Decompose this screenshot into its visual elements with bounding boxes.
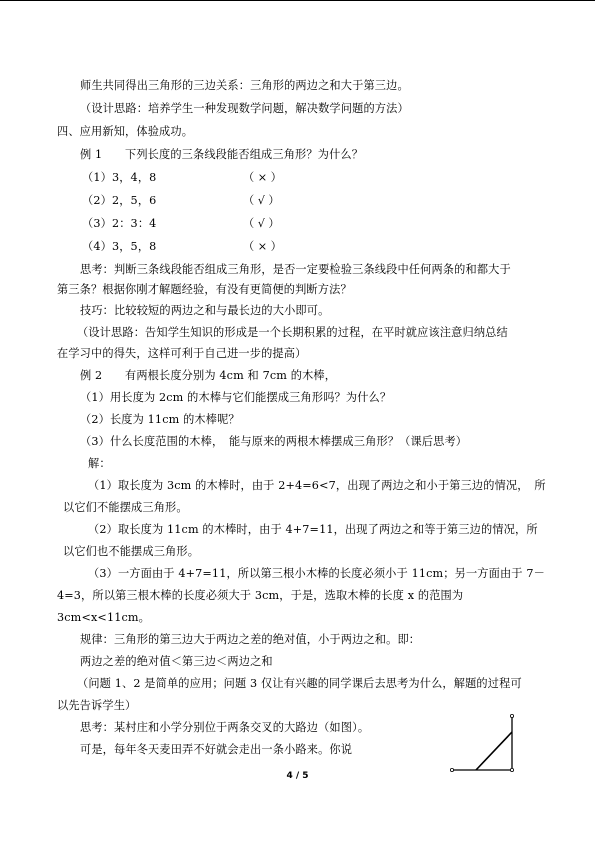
question-line: （2）长度为 11cm 的木棒呢？ (80, 413, 240, 426)
list-item: （1）3，4，8 (82, 171, 157, 184)
paragraph-line: 技巧：比较较短的两边之和与最长边的大小即可。 (80, 304, 330, 317)
header-rule (0, 0, 595, 1)
page-number: 4 / 5 (286, 771, 309, 781)
rule-formula: 两边之差的绝对值＜第三边＜两边之和 (80, 655, 273, 668)
answer-mark: （ √ ） (243, 194, 280, 207)
section-heading: 四、应用新知，体验成功。 (57, 125, 194, 138)
answer-mark: （ × ） (243, 240, 282, 253)
answer-mark: （ × ） (243, 171, 282, 184)
rule-line: 规律：三角形的第三边大于两边之差的绝对值，小于两边之和。即： (80, 633, 421, 646)
paragraph-line: 师生共同得出三角形的三边关系：三角形的两边之和大于第三边。 (80, 79, 409, 92)
road-end-point (510, 714, 513, 717)
paragraph-line: 可是，每年冬天麦田弄不好就会走出一条小路来。你说 (80, 743, 353, 756)
paragraph-line: （问题 1、2 是简单的应用；问题 3 仅让有兴趣的同学课后去思考为什么，解题的过程可 (77, 677, 522, 690)
solution-line: 4=3，所以第三根木棒的长度必须大于 3cm，于是，选取木棒的长度 x 的范围为 (57, 589, 464, 602)
question-line: （3）什么长度范围的木棒， 能与原来的两根木棒摆成三角形？（课后思考） (80, 435, 468, 448)
solution-line: 以它们不能摆成三角形。 (63, 501, 188, 514)
paragraph-line: 思考：某村庄和小学分别位于两条交叉的大路边（如图）。 (80, 721, 370, 734)
solution-line: （3）一方面由于 4+7=11，所以第三根小木棒的长度必须小于 11cm；另一方面由于 7－ (88, 567, 545, 580)
paragraph-line: 第三条？根据你刚才解题经验，有没有更简便的判断方法？ (57, 283, 352, 296)
shortcut-path (476, 732, 512, 770)
paragraph-line: 以先告诉学生） (57, 699, 137, 712)
answer-mark: （ √ ） (243, 217, 280, 230)
solution-line: （2）取长度为 11cm 的木棒时，由于 4+7=11，出现了两边之和等于第三边的情况，所 (88, 523, 538, 536)
list-item: （4）3，5，8 (82, 240, 157, 253)
solution-line: （1）取长度为 3cm 的木棒时，由于 2+4=6<7，出现了两边之和小于第三边的情况， 所 (88, 479, 546, 492)
example-2-title: 例 2 有两根长度分别为 4cm 和 7cm 的木棒， (80, 369, 337, 382)
solution-label: 解： (88, 457, 111, 470)
roads-triangle-figure (448, 712, 518, 774)
list-item: （2）2，5，6 (82, 194, 157, 207)
question-line: （1）用长度为 2cm 的木棒与它们能摆成三角形吗？为什么？ (80, 391, 392, 404)
paragraph-line: 在学习中的得失，这样可利于自己进一步的提高） (57, 347, 307, 360)
paragraph-line: （设计思路：告知学生知识的形成是一个长期积累的过程，在平时就应该注意归纳总结 (77, 326, 508, 339)
list-item: （3）2：3：4 (82, 217, 157, 230)
solution-line: 3cm<x<11cm。 (57, 611, 150, 624)
example-1-title: 例 1 下列长度的三条线段能否组成三角形？为什么？ (80, 148, 364, 161)
paragraph-line: （设计思路：培养学生一种发现数学问题，解决数学问题的方法） (80, 102, 409, 115)
solution-line: 以它们也不能摆成三角形。 (63, 545, 200, 558)
paragraph-line: 思考：判断三条线段能否组成三角形，是否一定要检验三条线段中任何两条的和都大于 (80, 263, 511, 276)
